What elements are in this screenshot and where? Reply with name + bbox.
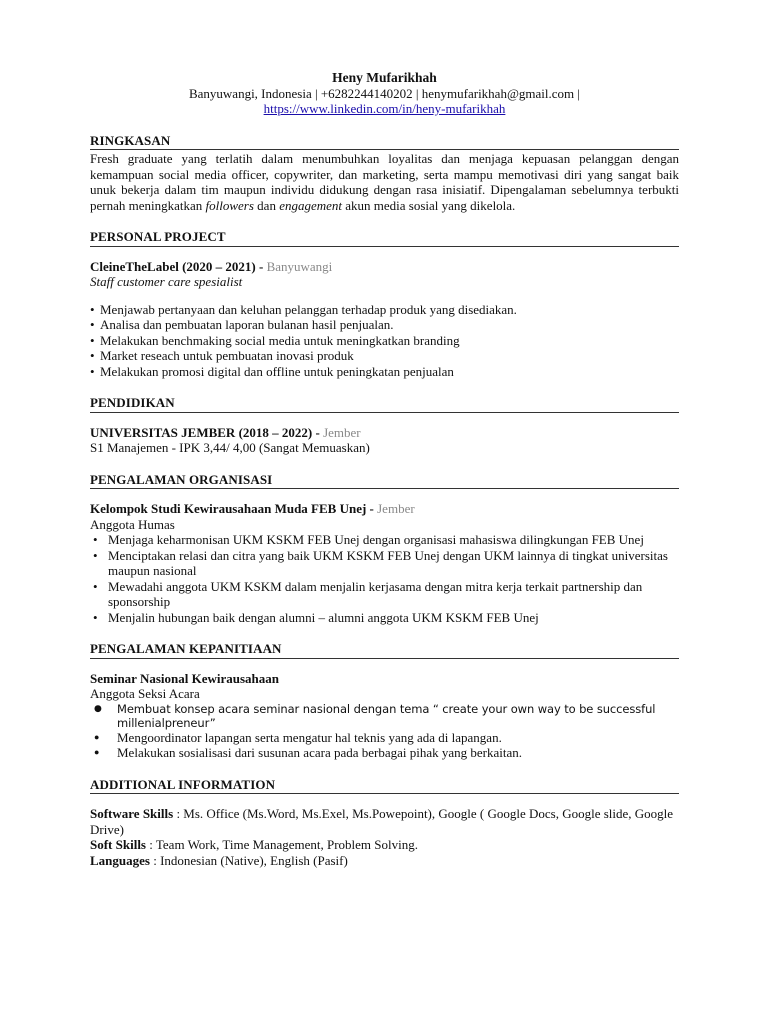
education-entry-title: UNIVERSITAS JEMBER (2018 – 2022) - Jember [90, 424, 361, 440]
project-entry-title: CleineTheLabel (2020 – 2021) - Banyuwangi [90, 258, 333, 274]
list-item: ● Membuat konsep acara seminar nasional dengan tema “ create your own way to be successful millenialpreneur” [90, 702, 679, 730]
list-item: • Melakukan benchmaking social media untuk meningkatkan branding [90, 333, 679, 349]
project-task-list [90, 302, 679, 380]
organization-task-list [90, 532, 679, 625]
section-title-kepanitiaan: PENGALAMAN KEPANITIAAN [90, 641, 679, 659]
list-item: • Menciptakan relasi dan citra yang baik UKM KSKM FEB Unej dengan UKM lainnya di tingkat universitas maupun nasional [90, 548, 679, 579]
section-title-ringkasan: RINGKASAN [90, 133, 679, 151]
section-title-pendidikan: PENDIDIKAN [90, 395, 679, 413]
organization-entry-title: Kelompok Studi Kewirausahaan Muda FEB Unej - Jember [90, 501, 415, 516]
software-skills: Software Skills : Ms. Office (Ms.Word, Ms.Exel, Ms.Powepoint), Google ( Google Docs, Google slide, Google Drive) [90, 806, 674, 837]
languages: Languages : Indonesian (Native), English (Pasif) [90, 852, 348, 868]
contact-line: Banyuwangi, Indonesia | +6282244140202 | henymufarikhah@gmail.com | [188, 85, 581, 101]
soft-skills: Soft Skills : Team Work, Time Management, Problem Solving. [90, 837, 418, 852]
committee-task-list [90, 702, 679, 761]
education-detail: S1 Manajemen - IPK 3,44/ 4,00 (Sangat Memuaskan) [90, 440, 370, 455]
project-role: Staff customer care spesialist [90, 274, 243, 289]
list-item: • Melakukan promosi digital dan offline untuk peningkatan penjualan [90, 364, 679, 380]
organization-location: Jember [377, 501, 415, 516]
resume-header [90, 70, 679, 117]
section-title-personal-project: PERSONAL PROJECT [90, 229, 679, 247]
list-item: • Market reseach untuk pembuatan inovasi produk [90, 348, 679, 364]
summary-text: Fresh graduate yang terlatih dalam menumbuhkan loyalitas dan menjaga kepuasan pelanggan dengan kemampuan social media officer, copywriter, dan marketing, serta mampu memotivasi diri yang sangat baik unuk bekerja dalam tim maupun individu didukung dengan rasa inisiatif. Dipengalaman sebelumnya terbukti pernah meningkatkan followers dan engagement akun media sosial yang dikelola. [90, 151, 679, 213]
project-location: Banyuwangi [266, 258, 333, 274]
resume-page [90, 70, 679, 868]
list-item: • Mewadahi anggota UKM KSKM dalam menjalin kerjasama dengan mitra kerja terkait partnership dan sponsorship [90, 579, 679, 610]
list-item: • Menjaga keharmonisan UKM KSKM FEB Unej dengan organisasi mahasiswa dilingkungan FEB Unej [90, 532, 679, 548]
list-item: • Menjawab pertanyaan dan keluhan pelanggan terhadap produk yang disediakan. [90, 302, 679, 318]
organization-role: Anggota Humas [90, 516, 175, 532]
linkedin-link[interactable]: https://www.linkedin.com/in/heny-mufarikhah [263, 101, 506, 116]
list-item: ● Melakukan sosialisasi dari susunan acara pada berbagai pihak yang berkaitan. [90, 745, 679, 761]
list-item: ● Mengoordinator lapangan serta mengatur hal teknis yang ada di lapangan. [90, 730, 679, 746]
committee-entry-title: Seminar Nasional Kewirausahaan [90, 670, 280, 686]
committee-role: Anggota Seksi Acara [90, 686, 200, 701]
list-item: • Menjalin hubungan baik dengan alumni – alumni anggota UKM KSKM FEB Unej [90, 610, 679, 626]
section-title-organisasi: PENGALAMAN ORGANISASI [90, 472, 679, 490]
list-item: • Analisa dan pembuatan laporan bulanan hasil penjualan. [90, 317, 679, 333]
education-location: Jember [323, 424, 361, 440]
candidate-name: Heny Mufarikhah [332, 70, 437, 85]
section-title-additional: ADDITIONAL INFORMATION [90, 777, 679, 795]
